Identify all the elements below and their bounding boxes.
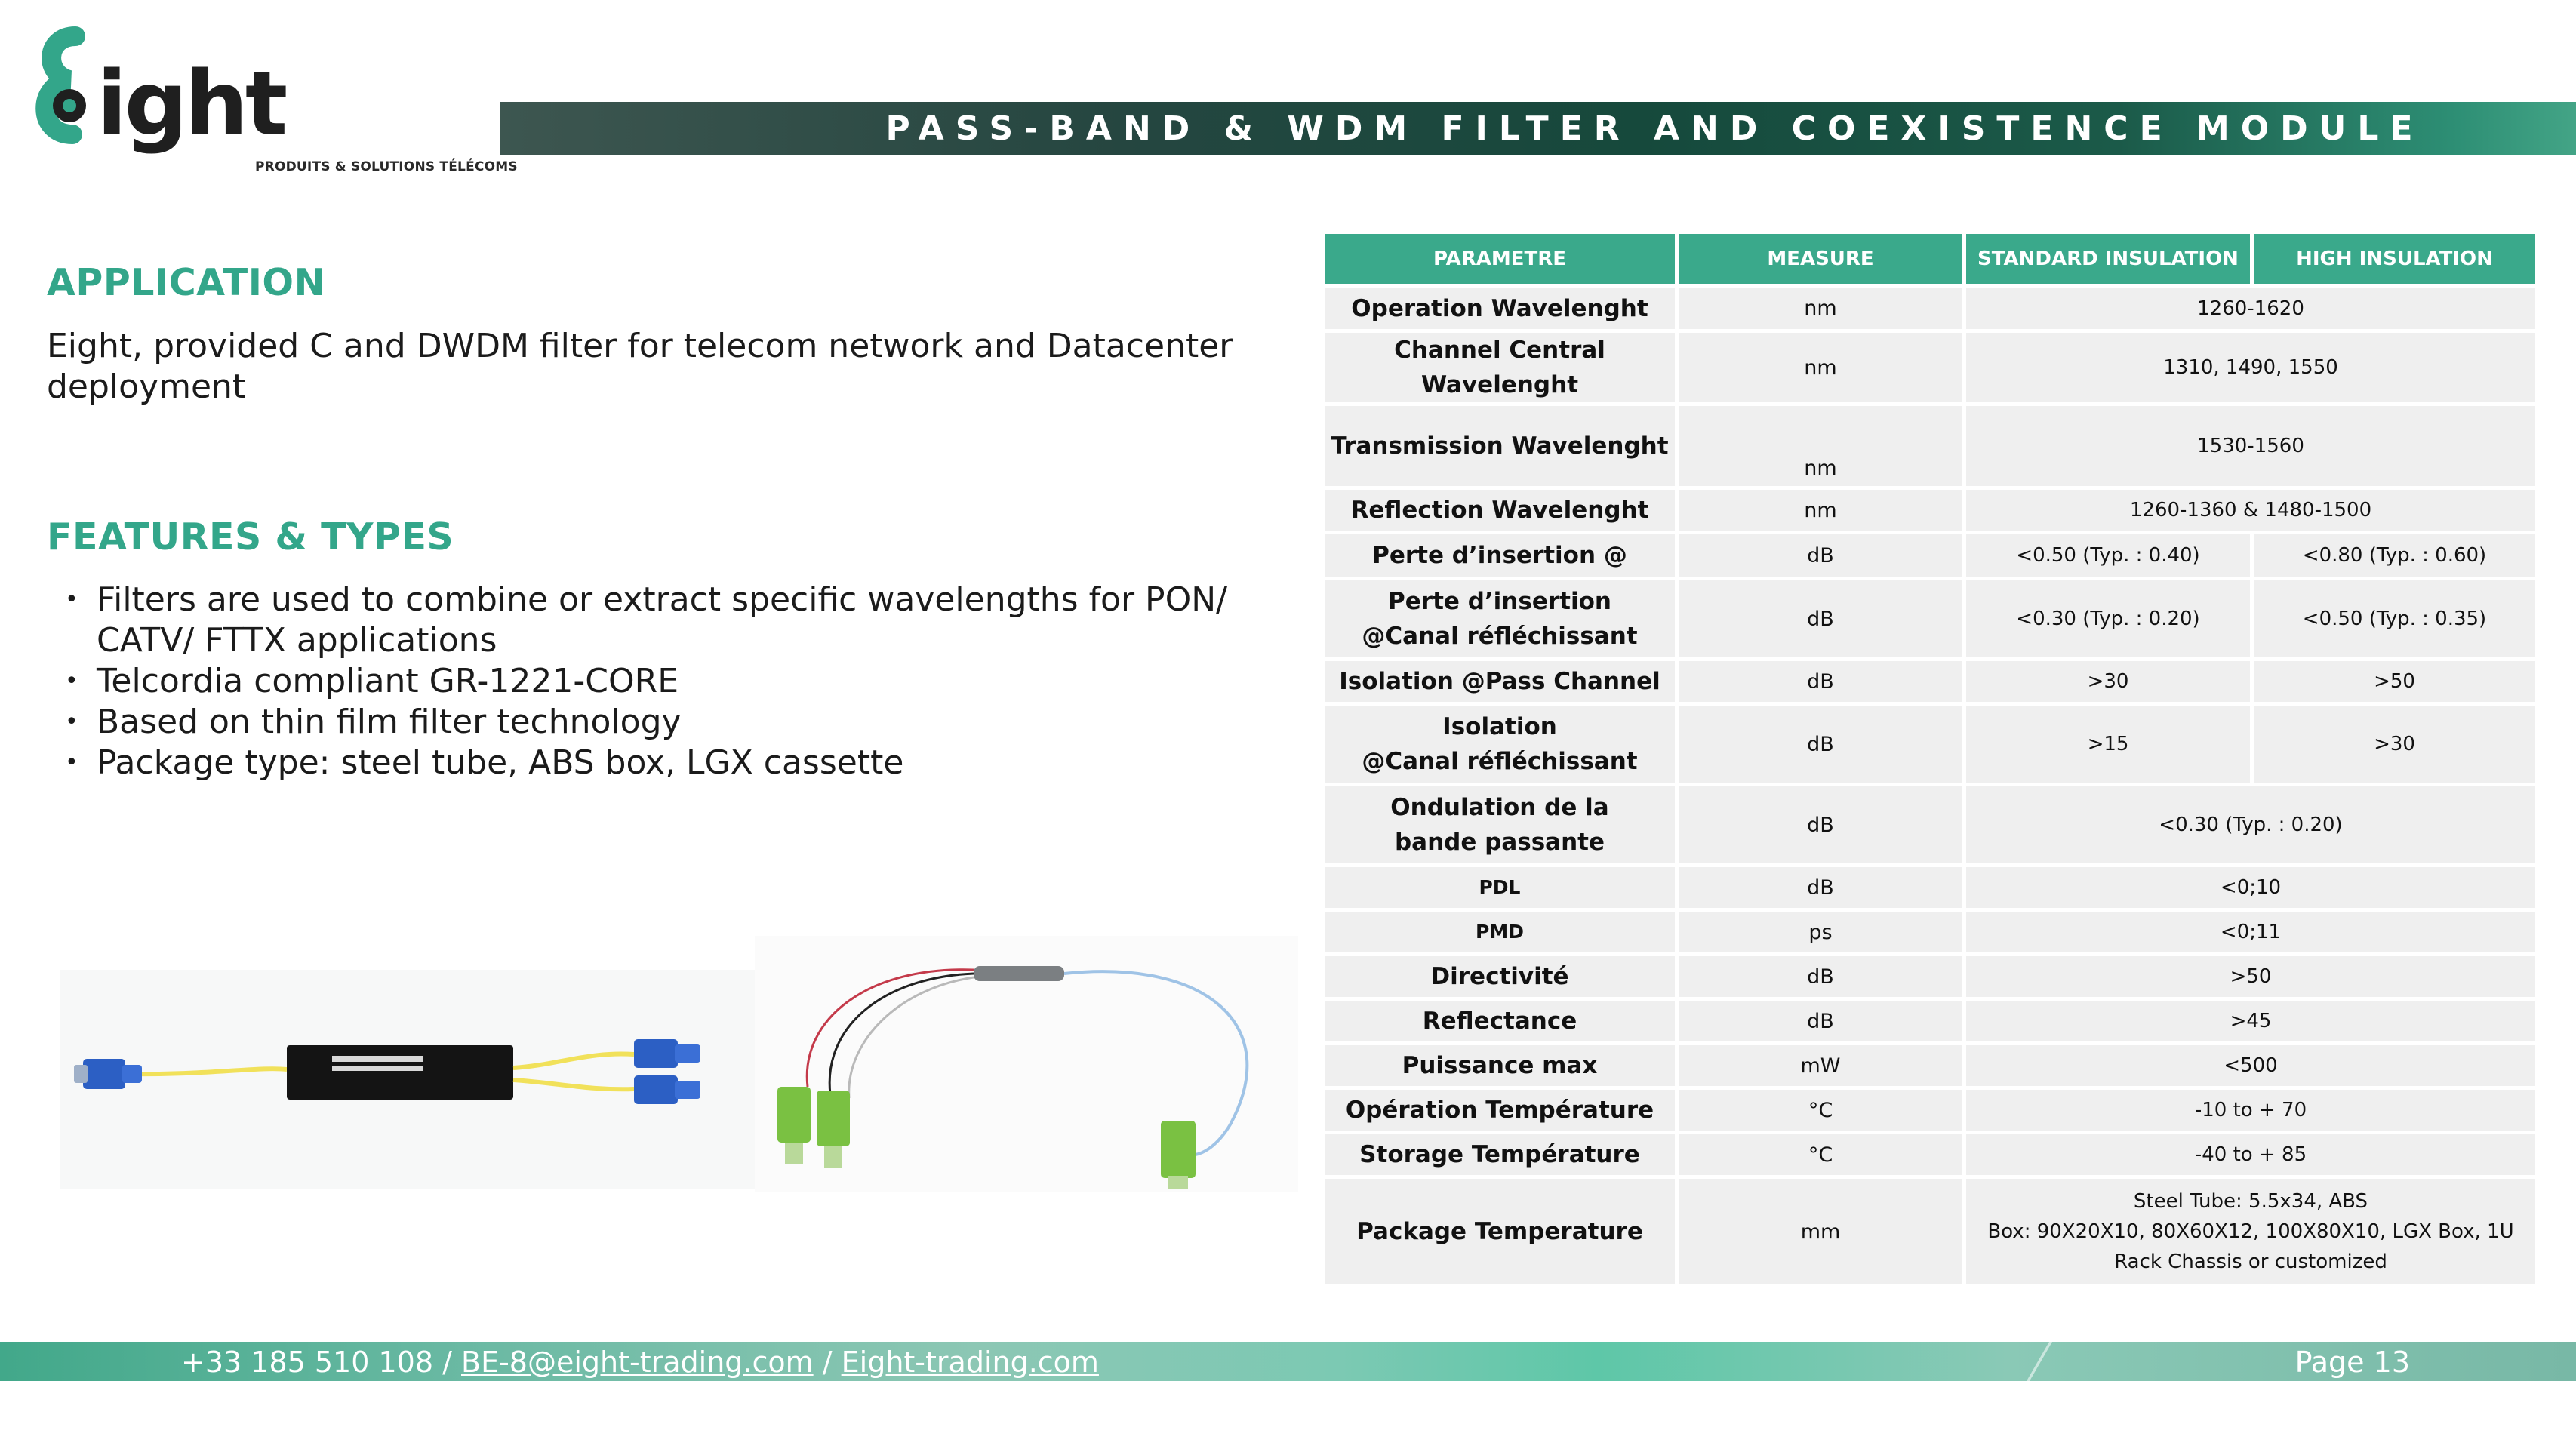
header-band: [500, 102, 2576, 155]
table-row: [1325, 912, 2535, 952]
svg-text:ight: ight: [97, 51, 285, 155]
value-cell: 1260-1360 & 1480-1500: [1966, 490, 2535, 531]
value-cell: >50: [1966, 956, 2535, 997]
product-image-steel-tube: [60, 970, 755, 1189]
high-cell: >50: [2254, 661, 2535, 702]
column-header-high-insulation: HIGH INSULATION: [2254, 234, 2535, 284]
param-cell: Reflection Wavelenght: [1325, 490, 1675, 531]
measure-cell: °C: [1679, 1090, 1962, 1131]
measure-cell: nm: [1679, 490, 1962, 531]
table-row: [1325, 534, 2535, 577]
footer-email-link[interactable]: BE-8@eight-trading.com: [461, 1346, 814, 1379]
high-cell: >30: [2254, 706, 2535, 783]
feature-item: • Telcordia compliant GR-1221-CORE: [65, 662, 679, 700]
param-cell: Operation Wavelenght: [1325, 288, 1675, 329]
measure-cell: °C: [1679, 1134, 1962, 1175]
column-header-standard-insulation: STANDARD INSULATION: [1966, 234, 2250, 284]
table-row: [1325, 661, 2535, 702]
table-row: [1325, 1090, 2535, 1131]
measure-cell: dB: [1679, 786, 1962, 863]
value-cell: 1530-1560: [1966, 406, 2535, 486]
value-cell: Steel Tube: 5.5x34, ABS Box: 90X20X10, 80X60X12, 100X80X10, LGX Box, 1U Rack Chassis or customized: [1966, 1179, 2535, 1284]
high-cell: <0.80 (Typ. : 0.60): [2254, 534, 2535, 577]
high-cell: <0.50 (Typ. : 0.35): [2254, 580, 2535, 657]
column-header-measure: MEASURE: [1679, 234, 1962, 284]
param-cell: Package Temperature: [1325, 1179, 1675, 1284]
feature-item: • Filters are used to combine or extract specific wavelengths for PON/ CATV/ FTTX applications: [65, 580, 1227, 660]
measure-cell: nm: [1679, 333, 1962, 402]
feature-item: • Based on thin film filter technology: [65, 703, 682, 741]
table-row: [1325, 956, 2535, 997]
table-row: [1325, 786, 2535, 863]
value-cell: -40 to + 85: [1966, 1134, 2535, 1175]
param-cell: Directivité: [1325, 956, 1675, 997]
measure-cell: dB: [1679, 956, 1962, 997]
table-row: [1325, 1001, 2535, 1041]
value-cell: >45: [1966, 1001, 2535, 1041]
value-cell: -10 to + 70: [1966, 1090, 2535, 1131]
tube-label-2: [332, 1066, 423, 1071]
features-title: FEATURES & TYPES: [47, 515, 454, 558]
footer-separator: /: [813, 1346, 842, 1379]
param-cell: PDL: [1325, 867, 1675, 908]
value-cell: <0.30 (Typ. : 0.20): [1966, 786, 2535, 863]
table-row: [1325, 1045, 2535, 1086]
page-number: Page 13: [2294, 1346, 2410, 1379]
standard-cell: <0.30 (Typ. : 0.20): [1966, 580, 2250, 657]
table-row: [1325, 867, 2535, 908]
param-cell: Reflectance: [1325, 1001, 1675, 1041]
features-list: [47, 580, 1239, 783]
footer-phone: +33 185 510 108: [181, 1346, 434, 1379]
table-header-row: [1325, 234, 2535, 284]
measure-cell: nm: [1679, 406, 1962, 486]
table-row: [1325, 580, 2535, 657]
application-title: APPLICATION: [47, 261, 326, 304]
table-row: [1325, 288, 2535, 329]
measure-cell: ps: [1679, 912, 1962, 952]
measure-cell: mm: [1679, 1179, 1962, 1284]
standard-cell: <0.50 (Typ. : 0.40): [1966, 534, 2250, 577]
measure-cell: dB: [1679, 1001, 1962, 1041]
eight-logo-mark: [23, 21, 285, 180]
standard-cell: >30: [1966, 661, 2250, 702]
table-row: [1325, 406, 2535, 486]
footer-contact: [181, 1342, 1099, 1383]
param-cell: Ondulation de la bande passante: [1325, 786, 1675, 863]
param-cell: Storage Température: [1325, 1134, 1675, 1175]
measure-cell: dB: [1679, 706, 1962, 783]
table-row: [1325, 490, 2535, 531]
value-cell: 1310, 1490, 1550: [1966, 333, 2535, 402]
page-title: PASS-BAND & WDM FILTER AND COEXISTENCE MODULE: [885, 109, 2424, 148]
brand-tagline: PRODUITS & SOLUTIONS TÉLÉCOMS: [255, 159, 518, 174]
param-cell: Puissance max: [1325, 1045, 1675, 1086]
measure-cell: nm: [1679, 288, 1962, 329]
param-cell: Channel Central Wavelenght: [1325, 333, 1675, 402]
tube-label-1: [332, 1056, 423, 1062]
measure-cell: dB: [1679, 580, 1962, 657]
table-row: [1325, 706, 2535, 783]
footer-deco-line: [2027, 1342, 2052, 1381]
footer-website-link[interactable]: Eight-trading.com: [841, 1346, 1099, 1379]
param-cell: Opération Température: [1325, 1090, 1675, 1131]
param-cell: Isolation @Canal réfléchissant: [1325, 706, 1675, 783]
footer-separator: /: [433, 1346, 461, 1379]
param-cell: Isolation @Pass Channel: [1325, 661, 1675, 702]
column-header-parametre: PARAMETRE: [1325, 234, 1675, 284]
value-cell: <0;10: [1966, 867, 2535, 908]
eight-logo: [23, 21, 518, 180]
footer-band: [0, 1342, 2576, 1381]
measure-cell: dB: [1679, 534, 1962, 577]
table-row: [1325, 333, 2535, 402]
param-cell: Perte d’insertion @Canal réfléchissant: [1325, 580, 1675, 657]
standard-cell: >15: [1966, 706, 2250, 783]
value-cell: <0;11: [1966, 912, 2535, 952]
value-cell: <500: [1966, 1045, 2535, 1086]
measure-cell: mW: [1679, 1045, 1962, 1086]
table-row: [1325, 1134, 2535, 1175]
value-cell: 1260-1620: [1966, 288, 2535, 329]
table-row: [1325, 1179, 2535, 1284]
param-cell: PMD: [1325, 912, 1675, 952]
measure-cell: dB: [1679, 661, 1962, 702]
param-cell: Transmission Wavelenght: [1325, 406, 1675, 486]
feature-item: • Package type: steel tube, ABS box, LGX cassette: [65, 743, 904, 782]
param-cell: Perte d’insertion @: [1325, 534, 1675, 577]
measure-cell: dB: [1679, 867, 1962, 908]
spec-table: [1321, 230, 2539, 1288]
application-text: Eight, provided C and DWDM filter for telecom network and Datacenter deployment: [47, 327, 1233, 406]
product-image-fiber-coupler: [755, 936, 1298, 1192]
